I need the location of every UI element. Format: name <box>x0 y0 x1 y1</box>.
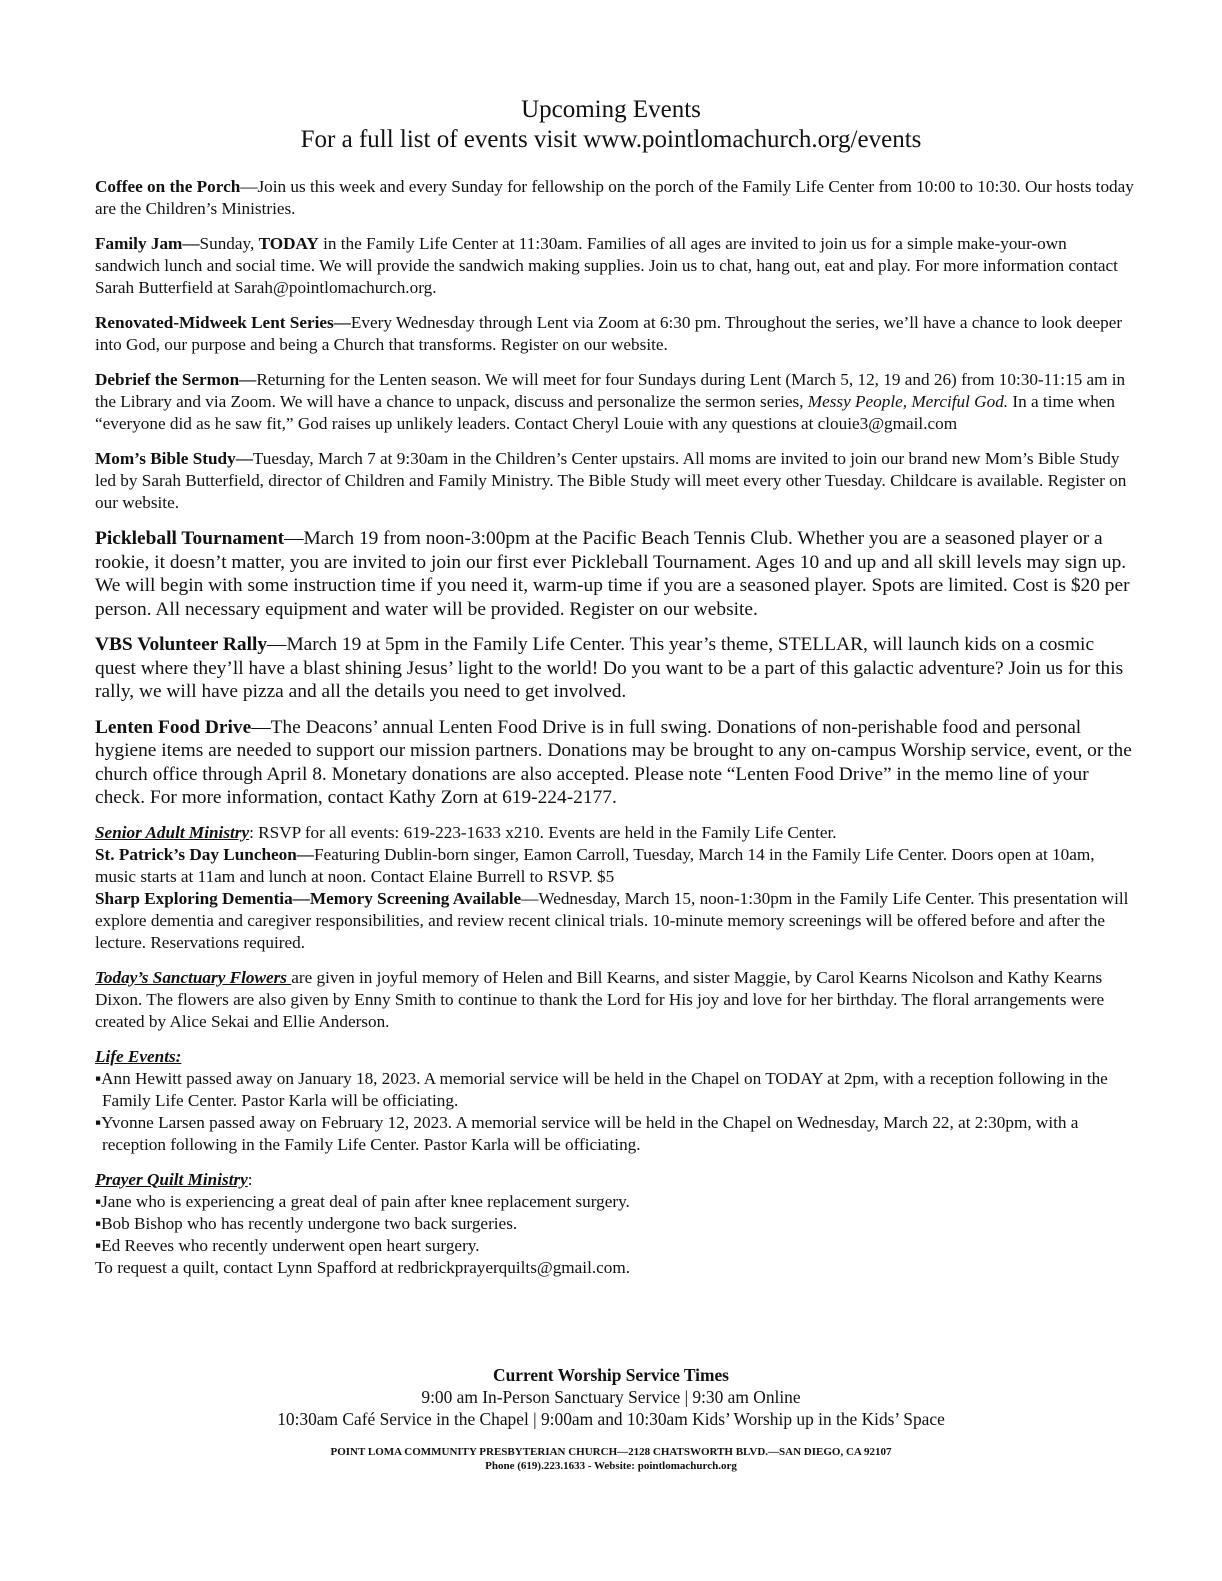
event-title: Renovated-Midweek Lent Series— <box>95 313 351 332</box>
church-footer <box>0 1445 1222 1473</box>
event-moms-bible-study <box>95 448 1135 514</box>
quilt-request: To request a quilt, contact Lynn Spafford at redbrickprayerquilts@gmail.com. <box>95 1257 631 1277</box>
life-events-section <box>95 1046 1135 1156</box>
event-coffee <box>95 176 1135 220</box>
footer-contact: Phone (619).223.1633 - Website: pointlomachurch.org <box>485 1460 737 1472</box>
event-text: —March 19 at 5pm in the Family Life Center. This year’s theme, STELLAR, will launch kids on a cosmic quest where they’ll have a blast shining Jesus’ light to the world! Do you want to be a part of this galactic adventure? Join us for this rally, we will have pizza and all the details you need to get involved. <box>95 634 1124 702</box>
worship-line: 10:30am Café Service in the Chapel | 9:00am and 10:30am Kids’ Worship up in the Kids’ Space <box>277 1409 945 1429</box>
flowers-text: are given in joyful memory of Helen and Bill Kearns, and sister Maggie, by Carol Kearns Nicolson and Kathy Kearns Dixon. The flowers are also given by Enny Smith to continue to thank the Lord for His joy and love for her birthday. The floral arrangements were created by Alice Sekai and Ellie Anderson. <box>95 967 1105 1031</box>
event-text: —Join us this week and every Sunday for fellowship on the porch of the Family Life Center from 10:00 to 10:30. Our hosts today are the Children’s Ministries. <box>95 177 1134 218</box>
event-title: Family Jam— <box>95 234 200 253</box>
section-heading: Life Events: <box>95 1046 182 1066</box>
event-title: Lenten Food Drive <box>95 716 252 738</box>
event-title: Debrief the Sermon— <box>95 370 257 389</box>
sermon-series-title: Messy People, Merciful God. <box>807 392 1009 411</box>
event-text: —The Deacons’ annual Lenten Food Drive is in full swing. Donations of non-perishable food and personal hygiene items are needed to support our mission partners. Donations may be brought to any on-campus Worship service, event, or the church office through April 8. Monetary donations are also accepted. Please note “Lenten Food Drive” in the memo line of your check. For more information, contact Kathy Zorn at 619-224-2177. <box>95 716 1132 808</box>
event-food-drive <box>95 716 1135 810</box>
event-text: —March 19 from noon-3:00pm at the Pacific Beach Tennis Club. Whether you are a seasoned player or a rookie, it doesn’t matter, you are invited to join our first ever Pickleball Tournament. Ages 10 and up and all skill levels may sign up. We will begin with some instruction time if you need it, warm-up time if you are a seasoned player. Spots are limited. Cost is $20 per person. All necessary equipment and water will be provided. Register on our website. <box>95 528 1130 620</box>
list-item: ▪Ann Hewitt passed away on January 18, 2023. A memorial service will be held in the Chapel on TODAY at 2pm, with a reception following in the Family Life Center. Pastor Karla will be officiating. <box>95 1068 1108 1110</box>
section-heading: Today’s Sanctuary Flowers <box>95 967 292 987</box>
event-lent-series <box>95 312 1135 356</box>
heading-colon: : <box>247 1169 253 1189</box>
event-text-2: In a time when “everyone did as he saw fit,” God raises up unlikely leaders. Contact Cheryl Louie with any questions at clouie3@gmail.com <box>95 392 1116 433</box>
page-subtitle: For a full list of events visit www.pointlomachurch.org/events <box>300 126 922 153</box>
list-item: ▪Jane who is experiencing a great deal of pain after knee replacement surgery. <box>95 1191 630 1211</box>
event-family-jam <box>95 233 1135 299</box>
list-item: ▪Yvonne Larsen passed away on February 12, 2023. A memorial service will be held in the Chapel on Wednesday, March 22, at 2:30pm, with a reception following in the Family Life Center. Pastor Karla will be officiating. <box>95 1112 1079 1154</box>
list-item: ▪Bob Bishop who has recently undergone two back surgeries. <box>95 1213 518 1233</box>
event-pickleball <box>95 527 1135 621</box>
worship-line: 9:00 am In-Person Sanctuary Service | 9:30 am Online <box>421 1387 801 1407</box>
section-heading: Prayer Quilt Ministry <box>95 1169 248 1189</box>
event-text: in the Family Life Center at 11:30am. Families of all ages are invited to join us for a simple make-your-own sandwich lunch and social time. We will provide the sandwich making supplies. Join us to chat, hang out, eat and play. For more information contact Sarah Butterfield at Sarah@pointlomachurch.org. <box>95 234 1118 297</box>
event-text-pre: Sunday, <box>199 234 259 253</box>
today-emphasis: TODAY <box>258 234 319 253</box>
senior-luncheon <box>95 844 1135 888</box>
event-text: —Wednesday, March 15, noon-1:30pm in the Family Life Center. This presentation will explore dementia and caregiver responsibilities, and review recent clinical trials. 10-minute memory screenings will be offered before and after the lecture. Reservations required. <box>95 888 1129 952</box>
event-title: St. Patrick’s Day Luncheon— <box>95 844 314 864</box>
senior-ministry-section <box>95 822 1135 954</box>
event-title: Sharp Exploring Dementia—Memory Screening Available <box>95 888 522 908</box>
event-vbs-rally <box>95 633 1135 704</box>
senior-ministry-header <box>95 822 1135 844</box>
footer-address: POINT LOMA COMMUNITY PRESBYTERIAN CHURCH—2128 CHATSWORTH BLVD.—SAN DIEGO, CA 92107 <box>330 1446 892 1458</box>
event-title: Mom’s Bible Study— <box>95 449 253 468</box>
event-title: VBS Volunteer Rally <box>95 634 268 655</box>
page-header <box>0 95 1222 155</box>
event-text: Tuesday, March 7 at 9:30am in the Children’s Center upstairs. All moms are invited to join our brand new Mom’s Bible Study led by Sarah Butterfield, director of Children and Family Ministry. The Bible Study will meet every other Tuesday. Childcare is available. Register on our website. <box>95 449 1127 512</box>
worship-title: Current Worship Service Times <box>493 1365 729 1385</box>
event-title: Coffee on the Porch <box>95 177 241 196</box>
list-item: ▪Ed Reeves who recently underwent open heart surgery. <box>95 1235 480 1255</box>
sanctuary-flowers <box>95 967 1135 1033</box>
section-heading-text: : RSVP for all events: 619-223-1633 x210. Events are held in the Family Life Center. <box>249 822 837 842</box>
worship-times <box>0 1364 1222 1430</box>
event-debrief <box>95 369 1135 435</box>
event-text: Featuring Dublin-born singer, Eamon Carroll, Tuesday, March 14 in the Family Life Center. Doors open at 10am, music starts at 11am and lunch at noon. Contact Elaine Burrell to RSVP. $5 <box>95 844 1095 886</box>
page-title: Upcoming Events <box>521 96 701 123</box>
event-text: Returning for the Lenten season. We will meet for four Sundays during Lent (March 5, 12, 19 and 26) from 10:30-11:15 am in the Library and via Zoom. We will have a chance to unpack, discuss and personalize the sermon series, <box>95 370 1126 411</box>
event-title: Pickleball Tournament <box>95 528 285 549</box>
prayer-quilt-section <box>95 1169 1135 1279</box>
section-heading: Senior Adult Ministry <box>95 822 250 842</box>
event-text: Every Wednesday through Lent via Zoom at 6:30 pm. Throughout the series, we’ll have a chance to look deeper into God, our purpose and being a Church that transforms. Register on our website. <box>95 313 1123 354</box>
prayer-quilt-header <box>95 1169 1135 1191</box>
events-body <box>95 176 1135 1292</box>
senior-dementia <box>95 888 1135 954</box>
